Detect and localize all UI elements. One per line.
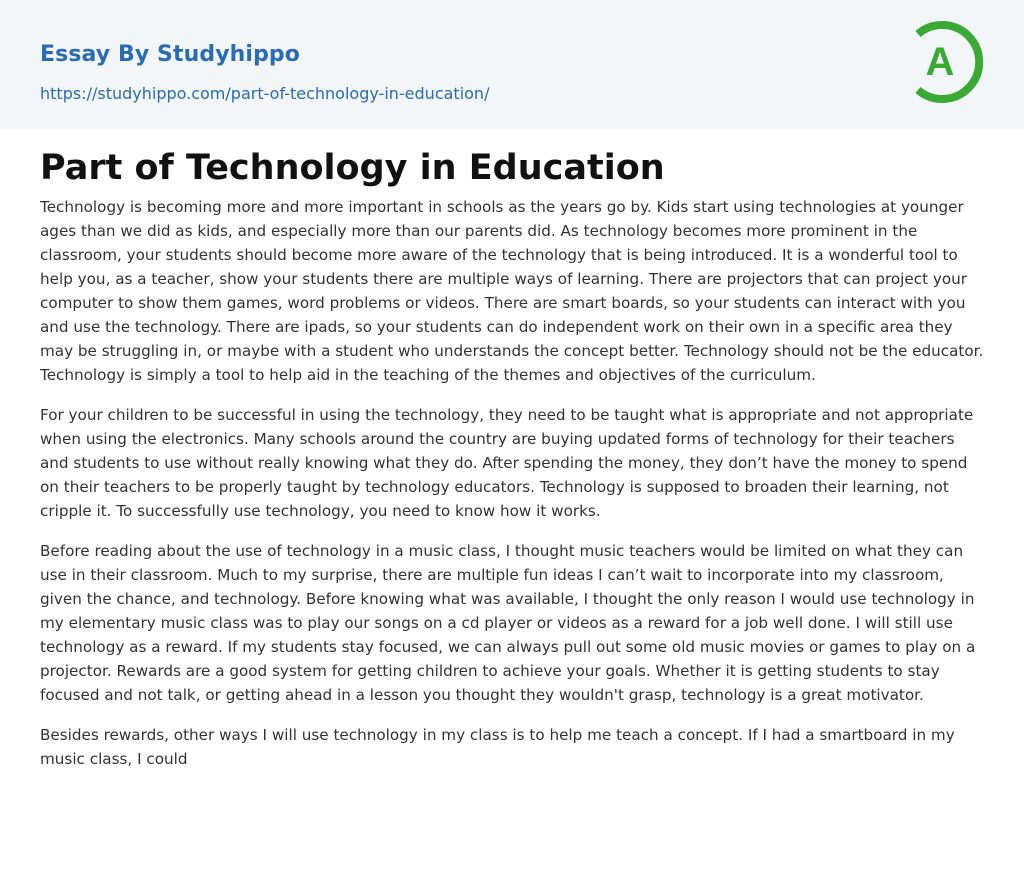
logo-icon xyxy=(912,18,988,106)
essay-title: Part of Technology in Education xyxy=(40,148,665,188)
logo[interactable] xyxy=(912,18,988,106)
essay-paragraph-2: For your children to be successful in using the technology, they need to be taught what is appropriate and not appropriate when using the electronics. Many schools around the country are buying updated forms of technology for their teachers and students to use without really knowing what they do. After spending the money, they don’t have the money to spend on their teachers to be properly taught by technology educators. Technology is supposed to broaden their learning, not cripple it. To successfully use technology, you need to know how it works. xyxy=(40,406,974,520)
essay-url-link[interactable]: https://studyhippo.com/part-of-technology-in-education/ xyxy=(40,84,490,103)
essay-paragraph-1: Technology is becoming more and more important in schools as the years go by. Kids start using technologies at younger ages than we did as kids, and especially more than our parents did. As technology becomes more prominent in the classroom, your students should become more aware of the technology that is being introduced. It is a wonderful tool to help you, as a teacher, show your students there are multiple ways of learning. There are projectors that can project your computer to show them games, word problems or videos. There are smart boards, so your students can interact with you and use the technology. There are ipads, so your students can do independent work on their own in a specific area they may be struggling in, or maybe with a student who understands the concept better. Technology should not be the educator. Technology is simply a tool to help aid in the teaching of the themes and objectives of the curriculum. xyxy=(40,198,984,384)
site-brand[interactable]: Essay By Studyhippo xyxy=(40,42,300,67)
essay-content xyxy=(40,145,986,787)
essay-paragraph-3: Before reading about the use of technology in a music class, I thought music teachers would be limited on what they can use in their classroom. Much to my surprise, there are multiple fun ideas I can’t wait to incorporate into my classroom, given the chance, and technology. Before knowing what was available, I thought the only reason I would use technology in my elementary music class was to play our songs on a cd player or videos as a reward for a job well done. I will still use technology as a reward. If my students stay focused, we can always pull out some old music movies or games to play on a projector. Rewards are a good system for getting children to achieve your goals. Whether it is getting students to stay focused and not talk, or getting ahead in a lesson you thought they wouldn't grasp, technology is a great motivator. xyxy=(40,542,976,704)
site-header xyxy=(0,0,1024,129)
essay-paragraph-4: Besides rewards, other ways I will use technology in my class is to help me teach a concept. If I had a smartboard in my music class, I could xyxy=(40,726,955,768)
logo-letter: A xyxy=(925,40,955,84)
